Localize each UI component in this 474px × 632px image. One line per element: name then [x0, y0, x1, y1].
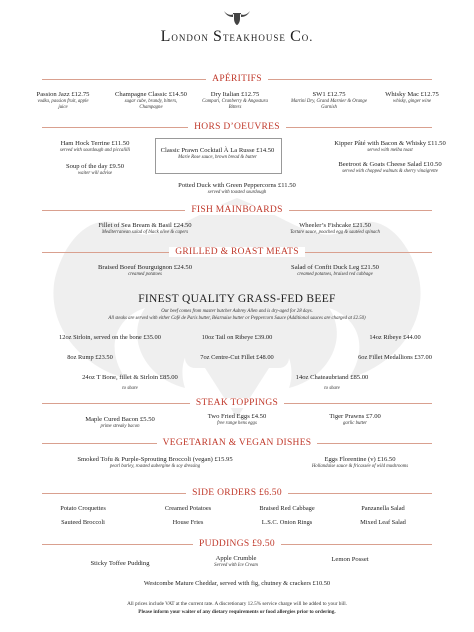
menu-item: Beetroot & Goats Cheese Salad £10.50 served with chopped walnuts & sherry vinaigrette — [338, 161, 442, 175]
pudding-item: Apple Crumble Served with Ice Cream — [214, 555, 258, 569]
section-sides-title: SIDE ORDERS £6.50 — [0, 488, 474, 498]
steak-item: 24oz T Bone, fillet & Sirloin £85.00 to share — [82, 374, 178, 392]
side-item: Potato Croquettes — [60, 505, 106, 512]
footer-vat-note: All prices include VAT at the current rate. A discretionary 12.5% service charge will be added to your bill. — [127, 601, 347, 607]
section-aperitifs-title: APÉRITIFS — [0, 74, 474, 84]
side-item: Sauteed Broccoli — [61, 519, 105, 526]
beef-note: Our beef comes from master butcher Aubrey Allen and is dry-aged for 28 days. — [161, 309, 313, 314]
menu-item: Smoked Tofu & Purple-Sprouting Broccoli (vegan) £15.95 pearl barley, roasted aubergine & soy dressing — [77, 456, 233, 470]
section-puddings-title: PUDDINGS £9.50 — [0, 539, 474, 549]
section-hors-title: HORS D’OEUVRES — [0, 122, 474, 132]
menu-item: Passion Jazz £12.75 vodka, passion fruit, apple juice — [36, 91, 90, 111]
side-item: Braised Red Cabbage — [259, 505, 315, 512]
menu-item: Tiger Prawns £7.00 garlic butter — [329, 413, 381, 427]
steak-item: 10oz Tail on Ribeye £39.00 — [201, 334, 273, 341]
pudding-item: Sticky Toffee Pudding — [90, 560, 150, 567]
menu-item: Whisky Mac £12.75 whisky, ginger wine — [385, 91, 439, 105]
menu-item: Braised Boeuf Bourguignon £24.50 creamed potatoes — [97, 264, 192, 278]
steak-item: 12oz Sirloin, served on the bone £35.00 — [59, 334, 161, 341]
section-veg-title: VEGETARIAN & VEGAN DISHES — [0, 438, 474, 448]
menu-item: Kipper Pâté with Bacon & Whisky £11.50 served with melba toast — [334, 140, 446, 154]
side-item: Panzanella Salad — [361, 505, 405, 512]
pudding-item: Lemon Posset — [331, 556, 369, 563]
steak-item: 14oz Ribeye £44.00 — [369, 334, 421, 341]
header — [0, 8, 474, 46]
section-grill-title: GRILLED & ROAST MEATS — [0, 247, 474, 257]
bull-logo-icon — [222, 8, 252, 26]
steak-item: 6oz Fillet Medallions £37.00 — [358, 354, 432, 361]
steak-item: 8oz Rump £23.50 — [67, 354, 113, 361]
menu-item: Soup of the day £9.50 waiter will advise — [65, 163, 125, 177]
beef-note: All steaks are served with either Café de Paris butter, Béarnaise butter or Peppercorn Sauce (Additional sauces are charged at £2.50) — [108, 316, 366, 321]
brand-name: London Steakhouse Co. — [160, 28, 314, 45]
footer — [0, 601, 474, 615]
cheese-item: Westcombe Mature Cheddar, served with fig, chutney & crackers £10.50 — [143, 580, 331, 587]
side-item: House Fries — [172, 519, 204, 526]
menu-item: Fillet of Sea Bream & Basil £24.50 Mediterranean salad of black olive & capers — [98, 222, 192, 236]
section-toppings-title: STEAK TOPPINGS — [0, 398, 474, 408]
menu-item: SW1 £12.75 Martini Dry, Grand Marnier & Orange Garnish — [291, 91, 367, 111]
beef-section-title: FINEST QUALITY GRASS-FED BEEF — [138, 293, 336, 305]
steak-item: 14oz Chateaubriand £85.00 to share — [295, 374, 369, 392]
menu-item: Two Fried Eggs £4.50 free range hens eggs — [207, 413, 267, 427]
footer-allergy-note: Please inform your waiter of any dietary requirements or food allergies prior to ordering. — [138, 609, 336, 615]
menu-item: Ham Hock Terrine £11.50 served with sourdough and piccalilli — [59, 140, 131, 154]
menu-item: Maple Cured Bacon £5.50 prime streaky bacon — [85, 416, 155, 430]
side-item: L.S.C. Onion Rings — [261, 519, 313, 526]
menu-item: Eggs Florentine (v) £16.50 Hollandaise sauce & fricassée of wild mushrooms — [311, 456, 409, 470]
side-item: Creamed Potatoes — [164, 505, 212, 512]
section-fish-title: FISH MAINBOARDS — [0, 205, 474, 215]
steak-item: 7oz Centre-Cut Fillet £48.00 — [200, 354, 274, 361]
menu-item-featured: Classic Prawn Cocktail À La Russe £14.50 Marie Rose sauce, brown bread & butter — [160, 147, 275, 161]
menu-item: Wheeler’s Fishcake £21.50 Tartare sauce, poached egg & sautéed spinach — [290, 222, 380, 236]
menu-item: Salad of Confit Duck Leg £21.50 creamed potatoes, braised red cabbage — [291, 264, 379, 278]
menu-item: Dry Italian £12.75 Campari, Cranberry & Angostura Bitters — [202, 91, 268, 111]
side-item: Mixed Leaf Salad — [360, 519, 406, 526]
menu-item: Potted Duck with Green Peppercorns £11.50 served with toasted sourdough — [178, 182, 296, 196]
menu-item: Champagne Classic £14.50 sugar cube, brandy, bitters, Champagne — [115, 91, 187, 111]
